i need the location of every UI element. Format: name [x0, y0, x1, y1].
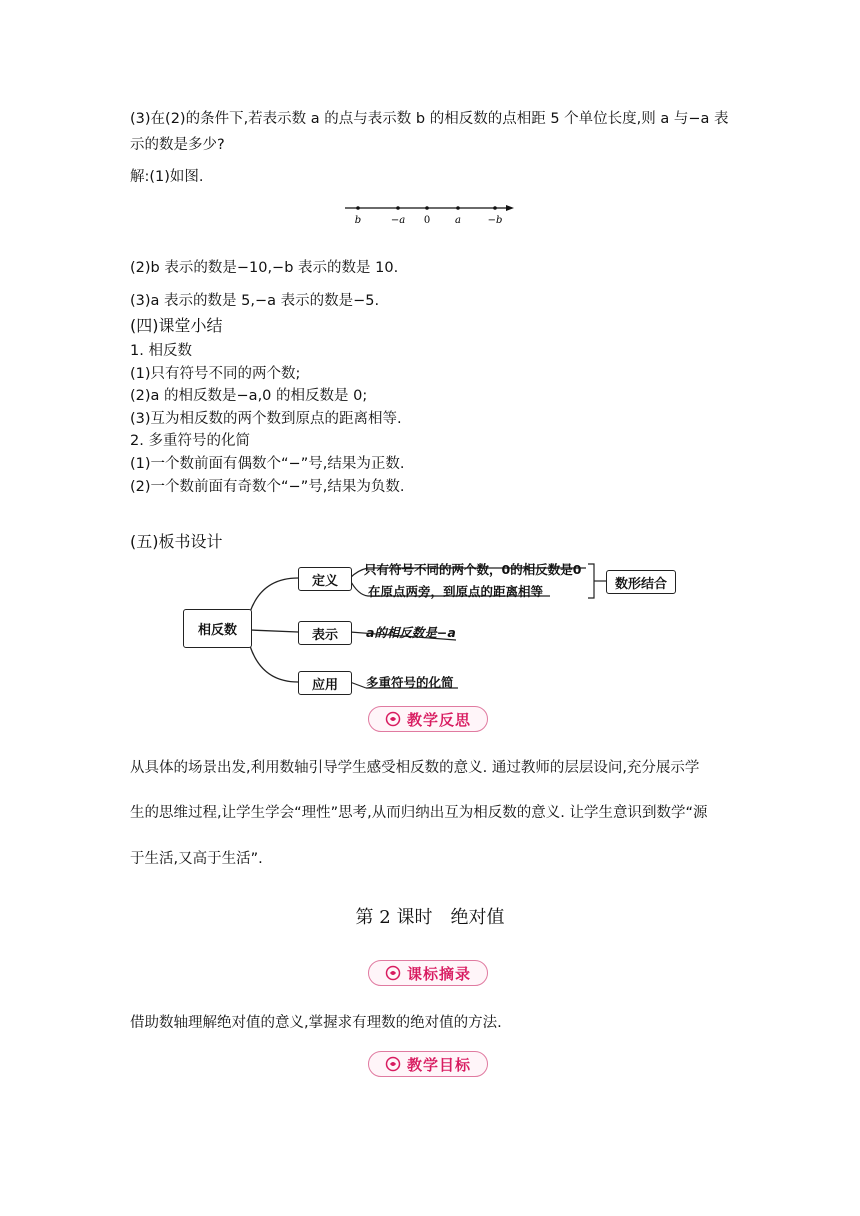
reflection-line-1: 从具体的场景出发,利用数轴引导学生感受相反数的意义. 通过教师的层层设问,充分展示学: [130, 760, 700, 776]
reflection-banner-label: 教学反思: [406, 710, 471, 729]
swirl-icon: [385, 1056, 401, 1072]
mindmap-application-text: 多重符号的化简: [366, 675, 454, 690]
question-3-line-1: (3)在(2)的条件下,若表示数 a 的点与表示数 b 的相反数的点相距 5 个单位长度,则 a 与−a 表: [130, 111, 729, 127]
standards-banner-label: 课标摘录: [406, 964, 471, 983]
swirl-icon: [385, 711, 401, 727]
board-heading: (五)板书设计: [130, 532, 223, 551]
summary-line: (2)一个数前面有奇数个“−”号,结果为负数.: [130, 479, 405, 495]
reflection-line-2: 生的思维过程,让学生学会“理性”思考,从而归纳出互为相反数的意义. 让学生意识到数学“源: [130, 805, 708, 821]
objectives-banner: [368, 1051, 488, 1077]
mindmap-number-shape: 数形结合: [606, 570, 676, 594]
mindmap-definition-line-2: 在原点两旁，到原点的距离相等: [368, 584, 544, 599]
nl-label-a: a: [455, 215, 461, 226]
standards-banner: [368, 960, 488, 986]
reflection-banner: [368, 706, 488, 732]
summary-line: (1)只有符号不同的两个数;: [130, 366, 301, 382]
nl-label-zero: 0: [423, 215, 431, 226]
nl-label-neg-a: −a: [390, 215, 406, 226]
mindmap-branch-definition: 定义: [298, 567, 352, 591]
solution-2: (2)b 表示的数是−10,−b 表示的数是 10.: [130, 260, 399, 276]
nl-label-b: b: [354, 215, 362, 226]
summary-line: (2)a 的相反数是−a,0 的相反数是 0;: [130, 388, 368, 404]
mindmap-root: 相反数: [183, 609, 252, 648]
question-3-line-2: 示的数是多少?: [130, 137, 225, 153]
solution-1: 解:(1)如图.: [130, 169, 204, 185]
summary-heading: (四)课堂小结: [130, 316, 223, 335]
mindmap-definition-line-1: 只有符号不同的两个数，0的相反数是0: [364, 562, 582, 577]
summary-line: 1. 相反数: [130, 343, 192, 359]
solution-3: (3)a 表示的数是 5,−a 表示的数是−5.: [130, 293, 380, 309]
summary-line: 2. 多重符号的化简: [130, 433, 250, 449]
mindmap-branch-representation: 表示: [298, 621, 352, 645]
reflection-line-3: 于生活,又高于生活”.: [130, 851, 263, 867]
nl-label-neg-b: −b: [487, 215, 503, 226]
standards-text: 借助数轴理解绝对值的意义,掌握求有理数的绝对值的方法.: [130, 1015, 502, 1031]
summary-line: (3)互为相反数的两个数到原点的距离相等.: [130, 411, 402, 427]
objectives-banner-label: 教学目标: [406, 1055, 471, 1074]
mindmap-branch-application: 应用: [298, 671, 352, 695]
swirl-icon: [385, 965, 401, 981]
lesson-title: 第 2 课时 绝对值: [355, 907, 505, 928]
mindmap-representation-text: a的相反数是−a: [366, 625, 456, 640]
summary-line: (1)一个数前面有偶数个“−”号,结果为正数.: [130, 456, 405, 472]
